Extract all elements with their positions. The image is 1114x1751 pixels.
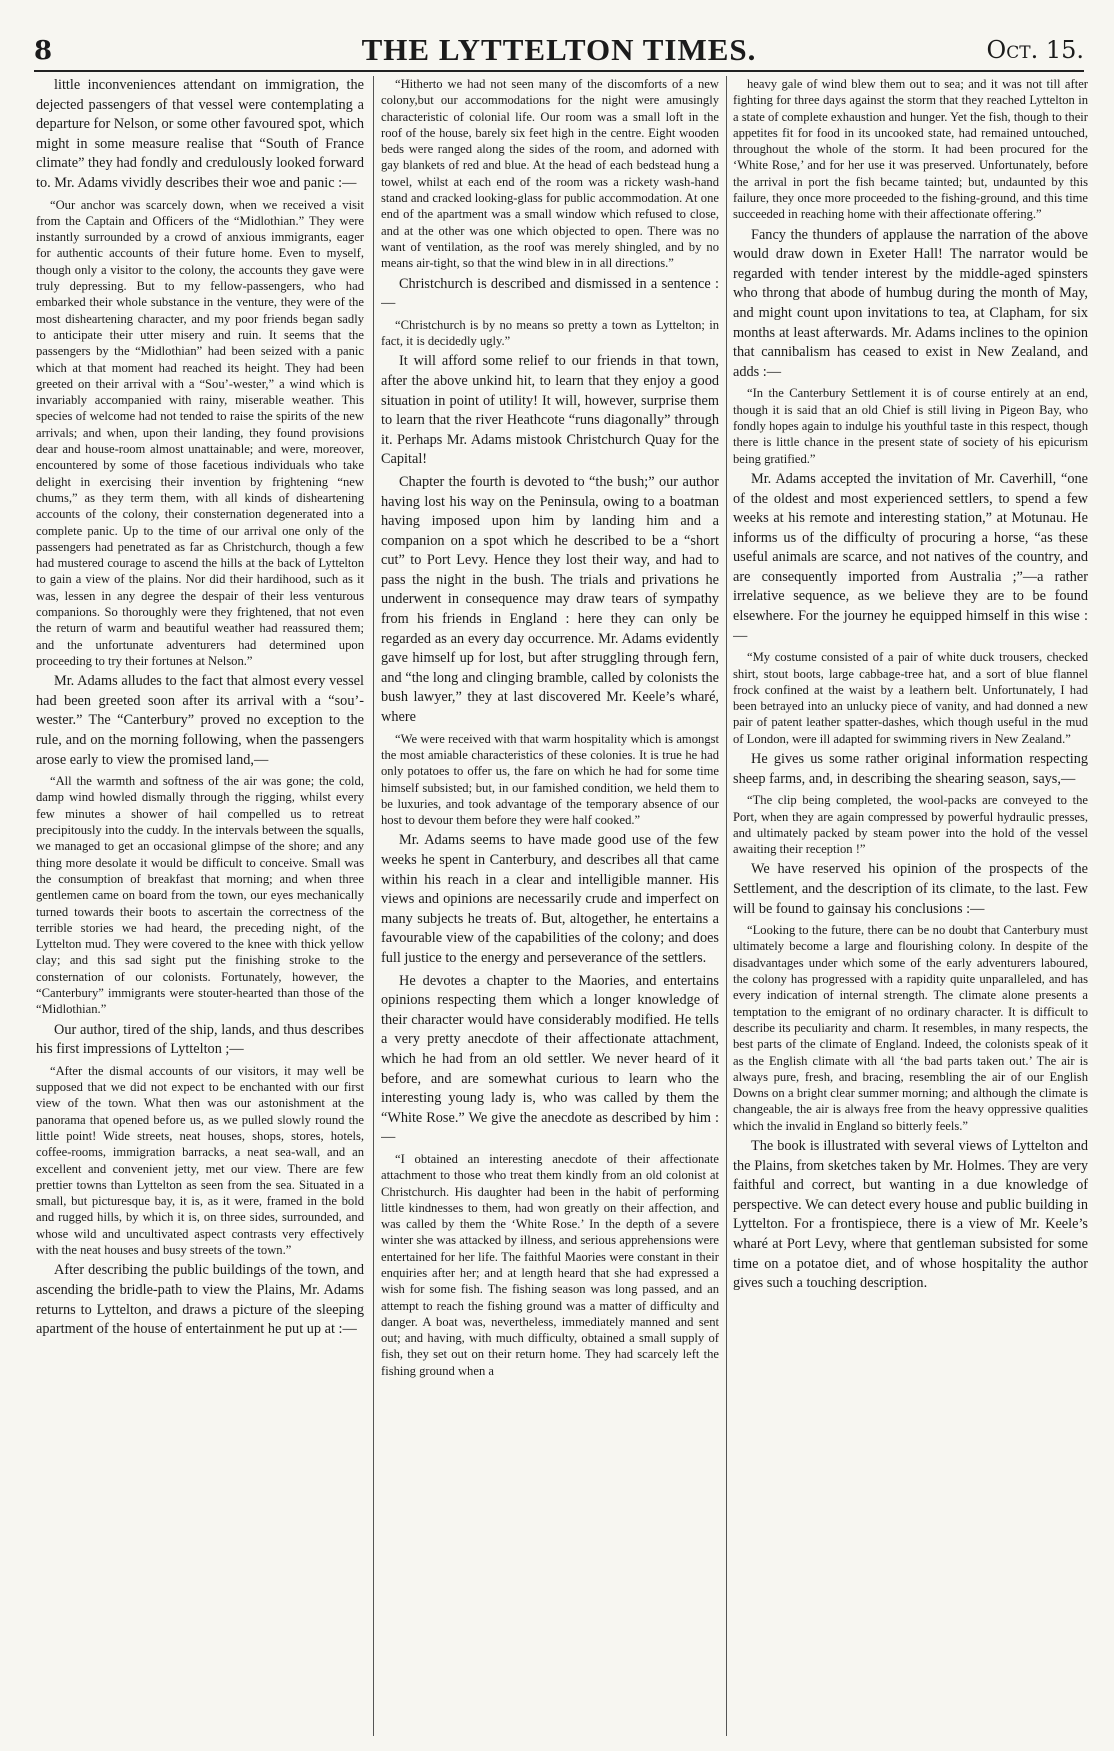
article-paragraph: We have reserved his opinion of the prospects of the Settlement, and the description of its climate, to the last. Few will be found to gainsay his conclusions :— bbox=[733, 861, 1088, 917]
quoted-passage: “In the Canterbury Settlement it is of course entirely at an end, though it is said that an old Chief is still living in Pigeon Bay, who fondly hopes again to indulge his youthful taste in this respect, though there is little chance in the present state of society of his epicurism being gratified.” bbox=[733, 386, 1088, 466]
column-2 bbox=[381, 76, 719, 1736]
quoted-passage: “Looking to the future, there can be no doubt that Canterbury must ultimately become a large and flourishing colony. In despite of the disadvantages under which some of the early adventurers laboured, the colony has progressed with a rapidity quite unparalleled, and has every indication of internal strength. The climate alone presents a temptation to the emigrant of no ordinary character. It is difficult to describe its peculiarity and charm. It resembles, in many respects, the best parts of the climate of England. Indeed, the colonists speak of it as the English climate with all ‘the bad parts taken out.’ The air is always pure, fresh, and bracing, resembling the air of our English Downs on a bright clear summer morning; and although the climate is changeable, the air is always free from the heavy oppressive qualities which the invalid in England so bitterly feels.” bbox=[733, 923, 1088, 1133]
quoted-passage: “The clip being completed, the wool-packs are conveyed to the Port, when they are again compressed by powerful hydraulic presses, and ultimately packed by steam power into the hold of the vessel awaiting their reception !” bbox=[733, 793, 1088, 857]
article-paragraph: Mr. Adams alludes to the fact that almost every vessel had been greeted soon after its arrival with a “sou’-wester.” The “Canterbury” proved no exception to the rule, and on the morning following, when the passengers arose early to view the promised land,— bbox=[36, 673, 364, 768]
newspaper-title: THE LYTTELTON TIMES. bbox=[361, 32, 757, 67]
article-paragraph: Mr. Adams accepted the invitation of Mr. Caverhill, “one of the oldest and most experienced settlers, to spend a few weeks at his remote and interesting station,” at Motunau. He informs us of the difficulty of procuring a horse, “as these useful animals are scarce, and not natives of the country, and are consequently imported from Australia ;”—a rather irrelative sequence, as we believe they are to be found elsewhere. For the journey he equipped himself in this wise : — bbox=[733, 470, 1088, 644]
quoted-passage: “All the warmth and softness of the air was gone; the cold, damp wind howled dismally through the rigging, whilst every few minutes a shower of hail compelled us to retreat precipitously into the cuddy. In the intervals between the squalls, we managed to get an occasional glimpse of the shore; and any thing more desolate it would be difficult to conceive. Small was the consumption of breakfast that morning; and when three gentlemen came on board from the town, our eyes mechanically turned towards their boots to ascertain the correctness of the terrible stories we had heard, the preceding night, of the Lyttelton mud. They were covered to the knee with thick yellow clay; and this sad sight put the finishing stroke to the consternation of our colonists. Fortunately, however, the “Canterbury” immigrants were stouter-hearted than those of the “Midlothian.” bbox=[36, 774, 364, 1017]
article-paragraph: little inconveniences attendant on immigration, the dejected passengers of that vessel were contemplating a departure for Nelson, or some other favoured spot, which might in some measure realise that “South of France climate” they had fondly and credulously looked forward to. Mr. Adams vividly describes their woe and panic :— bbox=[36, 77, 364, 191]
article-paragraph: Our author, tired of the ship, lands, and thus describes his first impressions of Lyttelton ;— bbox=[36, 1021, 364, 1058]
quoted-passage: “I obtained an interesting anecdote of their affectionate attachment to those who treat them kindly from an old colonist at Christchurch. His daughter had been in the habit of performing little kindnesses to them, had won greatly on their affection, and was called by them the ‘White Rose.’ In the depth of a severe winter she was attacked by illness, and serious apprehensions were entertained for her life. The faithful Maories were constant in their enquiries after her; and at length heard that she had expressed a wish for some fish. The fishing season was long passed, and an attempt to reach the fishing ground was a matter of difficulty and danger. A boat was, nevertheless, immediately manned and sent out; and having, with much difficulty, obtained a small supply of fish, they set out on their return home. They had scarcely left the fishing ground when a bbox=[381, 1151, 719, 1378]
column-1 bbox=[36, 76, 364, 1736]
page-number: 8 bbox=[34, 36, 53, 66]
issue-date: Oct. 15. bbox=[986, 36, 1084, 64]
article-paragraph: He devotes a chapter to the Maories, and entertains opinions respecting them which a longer knowledge of their character would have considerably modified. He tells a very pretty anecdote of their affectionate attachment, which he had from an old settler. We never heard of it before, and are somewhat curious to learn who the interesting young lady is, who was called by them the “White Rose.” We give the anecdote as described by him :— bbox=[381, 972, 719, 1146]
column-3 bbox=[733, 76, 1088, 1736]
quoted-passage: “Our anchor was scarcely down, when we received a visit from the Captain and Officers of the “Midlothian.” They were instantly surrounded by a crowd of anxious immigrants, eager for authentic accounts of their future home. Even to myself, though only a visitor to the colony, the accounts they gave were truly depressing. But to my fellow-passengers, who had embarked their whole substance in the venture, they were of the most disheartening character, and my poor friends began sadly to anticipate their utter misery and ruin. It seems that the passengers by the “Midlothian” had been seized with a panic which at that moment had reached its height. They had been greeted on their arrival with a “Sou’-wester,” a wind which is invariably accompanied with rainy, miserable weather. This species of welcome had not tended to raise the spirits of the new arrivals; and when, upon their landing, they found provisions dear and house-room almost unattainable; and were, moreover, encountered by some of those facetious individuals who take delight in exercising their invention by frightening “new chums,” as they term them, with all kinds of disheartening accounts of the colony, their consternation degenerated into a complete panic. Up to the time of our arrival one only of the passengers had penetrated as far as Christchurch, though a few had mustered courage to ascend the hills at the back of Lyttelton to gain a view of the plains. Nor did their hardihood, such as it was, lessen in any degree the despair of their less venturous companions. So thoroughly were they frightened, that not even the return of warm and beautiful weather had reassured them; and the unfortunate adventurers had determined upon proceeding to try their fortunes at Nelson.” bbox=[36, 197, 364, 668]
article-paragraph: He gives us some rather original information respecting sheep farms, and, in describing the shearing season, says,— bbox=[733, 751, 1088, 787]
column-divider bbox=[726, 76, 727, 1736]
article-paragraph: Fancy the thunders of applause the narration of the above would draw down in Exeter Hall! The narrator would be regarded with tender interest by the middle-aged spinsters who throng that abode of humbug during the month of May, and might count upon invitations to tea, at Clapham, for six months at least afterwards. Mr. Adams inclines to the opinion that cannibalism has ceased to exist in New Zealand, and adds :— bbox=[733, 226, 1088, 380]
quoted-passage: “My costume consisted of a pair of white duck trousers, checked shirt, stout boots, large cabbage-tree hat, and a sort of blue flannel frock confined at the waist by a leathern belt. Unfortunately, I had been betrayed into an unlucky piece of vanity, and had donned a new pair of patent leather spatter-dashes, which though useful in the mud of London, were ill adapted for swimming rivers in New Zealand.” bbox=[733, 650, 1088, 746]
quoted-passage: “We were received with that warm hospitality which is amongst the most amiable characteristics of these colonies. It is true he had only potatoes to offer us, the fare on which he had for some time himself subsisted; but, in our famished condition, we held them to be luxuries, and took advantage of the temporary absence of our host to devour them before they were half cooked.” bbox=[381, 731, 719, 828]
article-paragraph: Chapter the fourth is devoted to “the bush;” our author having lost his way on the Peninsula, owing to a boatman having imposed upon him by landing him and a companion on a spot which he described to be a “short cut” to Port Levy. Hence they lost their way, and had to pass the night in the bush. The trials and privations he underwent in consequence may draw tears of sympathy from his friends in England : here they can only be regarded as an every day occurrence. Mr. Adams evidently gave himself up for lost, but after struggling through fern, and “the long and clinging bramble, called by colonists the bush lawyer,” they at last discovered Mr. Keele’s wharé, where bbox=[381, 473, 719, 726]
article-paragraph: It will afford some relief to our friends in that town, after the above unkind hit, to learn that they enjoy a good situation in point of utility! It will, however, surprise them to learn that the river Heathcote “runs diagonally” through it. Perhaps Mr. Adams mistook Christchurch Quay for the Capital! bbox=[381, 353, 719, 468]
quoted-passage: heavy gale of wind blew them out to sea; and it was not till after fighting for three days against the storm that they reached Lyttelton in a state of complete exhaustion and hunger. Yet the fish, though to their appetites fit for food in its uncooked state, had remained untouched, throughout the whole of the storm. It had been procured for the ‘White Rose,’ and for her use it was preserved. Unfortunately, before the arrival in port the fish became tainted; but, undaunted by this failure, they once more proceeded to the fishing-ground, and this time succeeded in reaching home with their affectionate offering.” bbox=[733, 77, 1088, 222]
article-paragraph: Christchurch is described and dismissed in a sentence :— bbox=[381, 275, 719, 312]
article-paragraph: Mr. Adams seems to have made good use of the few weeks he spent in Canterbury, and describes all that came within his reach in a clear and intelligible manner. His views and opinions are necessarily crude and imperfect on many subjects he treats of. But, altogether, he entertains a favourable view of the capabilities of the colony; and does full justice to the energy and perseverance of the settlers. bbox=[381, 832, 719, 966]
quoted-passage: “Christchurch is by no means so pretty a town as Lyttelton; in fact, it is decidedly ugly.” bbox=[381, 317, 719, 349]
column-divider bbox=[373, 76, 374, 1736]
article-paragraph: After describing the public buildings of the town, and ascending the bridle-path to view the Plains, Mr. Adams returns to Lyttelton, and draws a picture of the sleeping apartment of the house of entertainment he put up at :— bbox=[36, 1262, 364, 1338]
quoted-passage: “Hitherto we had not seen many of the discomforts of a new colony,but our accommodations for the night were amusingly characteristic of colonial life. Our room was a small loft in the roof of the house, barely six feet high in the centre. Eight wooden beds were ranged along the sides of the room, and adorned with gay blankets of red and blue. At the head of each bedstead hung a towel, whilst at each end of the room was a rickety wash-hand stand and cracked looking-glass for public accommodation. At one end of the apartment was a small window which refused to close, and at the other was one which objected to open. There was no want of ventilation, as the roof was merely shingled, and by no means air-tight, so that the wind blew in in all directions.” bbox=[381, 77, 719, 271]
quoted-passage: “After the dismal accounts of our visitors, it may well be supposed that we did not expect to be enchanted with our first view of the town. What then was our astonishment at the panorama that opened before us, as we pulled slowly round the little point! Wide streets, neat houses, shops, stores, hotels, coffee-rooms, immigration barracks, a neat sea-wall, and an excellent and convenient jetty, met our view. There are few prettier towns than Lyttelton as seen from the sea. Situated in a small, but picturesque bay, it is, as it were, framed in the bold and rugged hills, by which it is, on three sides, surrounded, and whose wild and uncultivated aspect contrasts very effectively with the neat houses and busy streets of the town.” bbox=[36, 1063, 364, 1258]
page-header bbox=[34, 18, 1084, 72]
article-paragraph: The book is illustrated with several views of Lyttelton and the Plains, from sketches taken by Mr. Holmes. They are very faithful and correct, but wanting in a due knowledge of perspective. We can detect every house and public building in Lyttelton. For a frontispiece, there is a view of Mr. Keele’s wharé at Port Levy, where that gentleman subsisted for some time on a potatoe diet, and of whose hospitality the author gives such a touching description. bbox=[733, 1138, 1088, 1292]
